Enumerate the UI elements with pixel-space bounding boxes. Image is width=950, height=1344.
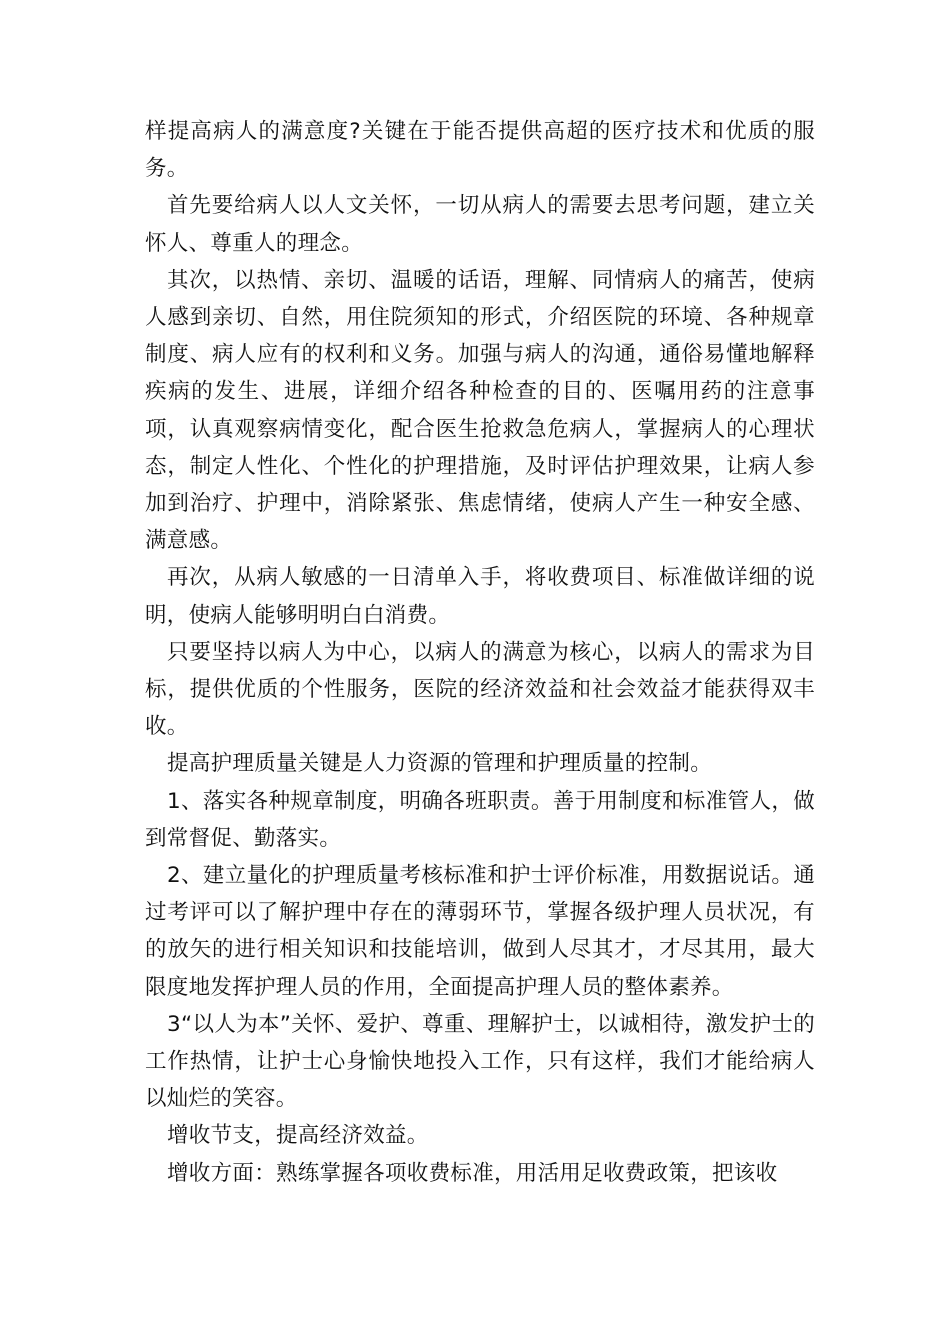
paragraph-nursing-quality: 提高护理质量关键是人力资源的管理和护理质量的控制。 [167, 751, 713, 777]
paragraph-humanistic-care: 首先要给病人以人文关怀，一切从病人的需要去思考问题，建立关怀人、尊重人的理念。 [145, 193, 815, 256]
paragraph-item-3: 3“以人为本”关怀、爱护、尊重、理解护士，以诚相待，激发护士的工作热情，让护士心身愉快地投入工作，只有这样，我们才能给病人以灿烂的笑容。 [145, 1011, 815, 1112]
paragraph-daily-bill: 再次，从病人敏感的一日清单入手，将收费项目、标准做详细的说明，使病人能够明明白白消费。 [145, 565, 815, 628]
paragraph-income-increase: 增收方面：熟练掌握各项收费标准，用活用足收费政策，把该收 [167, 1160, 778, 1186]
paragraph-economic-benefit: 增收节支，提高经济效益。 [167, 1123, 429, 1149]
paragraph-item-2: 2、建立量化的护理质量考核标准和护士评价标准，用数据说话。通过考评可以了解护理中存在的薄弱环节，掌握各级护理人员状况，有的放矢的进行相关知识和技能培训，做到人尽其才，才尽其用，最大限度地发挥护理人员的作用，全面提高护理人员的整体素养。 [145, 863, 815, 1000]
document-body [145, 113, 815, 1192]
paragraph-satisfaction-intro: 样提高病人的满意度?关键在于能否提供高超的医疗技术和优质的服务。 [145, 119, 815, 182]
paragraph-patient-centered: 只要坚持以病人为中心，以病人的满意为核心，以病人的需求为目标，提供优质的个性服务，医院的经济效益和社会效益才能获得双丰收。 [145, 639, 815, 740]
paragraph-communication: 其次，以热情、亲切、温暖的话语，理解、同情病人的痛苦，使病人感到亲切、自然，用住院须知的形式，介绍医院的环境、各种规章制度、病人应有的权利和义务。加强与病人的沟通，通俗易懂地解释疾病的发生、进展，详细介绍各种检查的目的、医嘱用药的注意事项，认真观察病情变化，配合医生抢救急危病人，掌握病人的心理状态，制定人性化、个性化的护理措施，及时评估护理效果，让病人参加到治疗、护理中，消除紧张、焦虑情绪，使病人产生一种安全感、满意感。 [145, 267, 815, 554]
paragraph-item-1: 1、落实各种规章制度，明确各班职责。善于用制度和标准管人，做到常督促、勤落实。 [145, 788, 815, 851]
